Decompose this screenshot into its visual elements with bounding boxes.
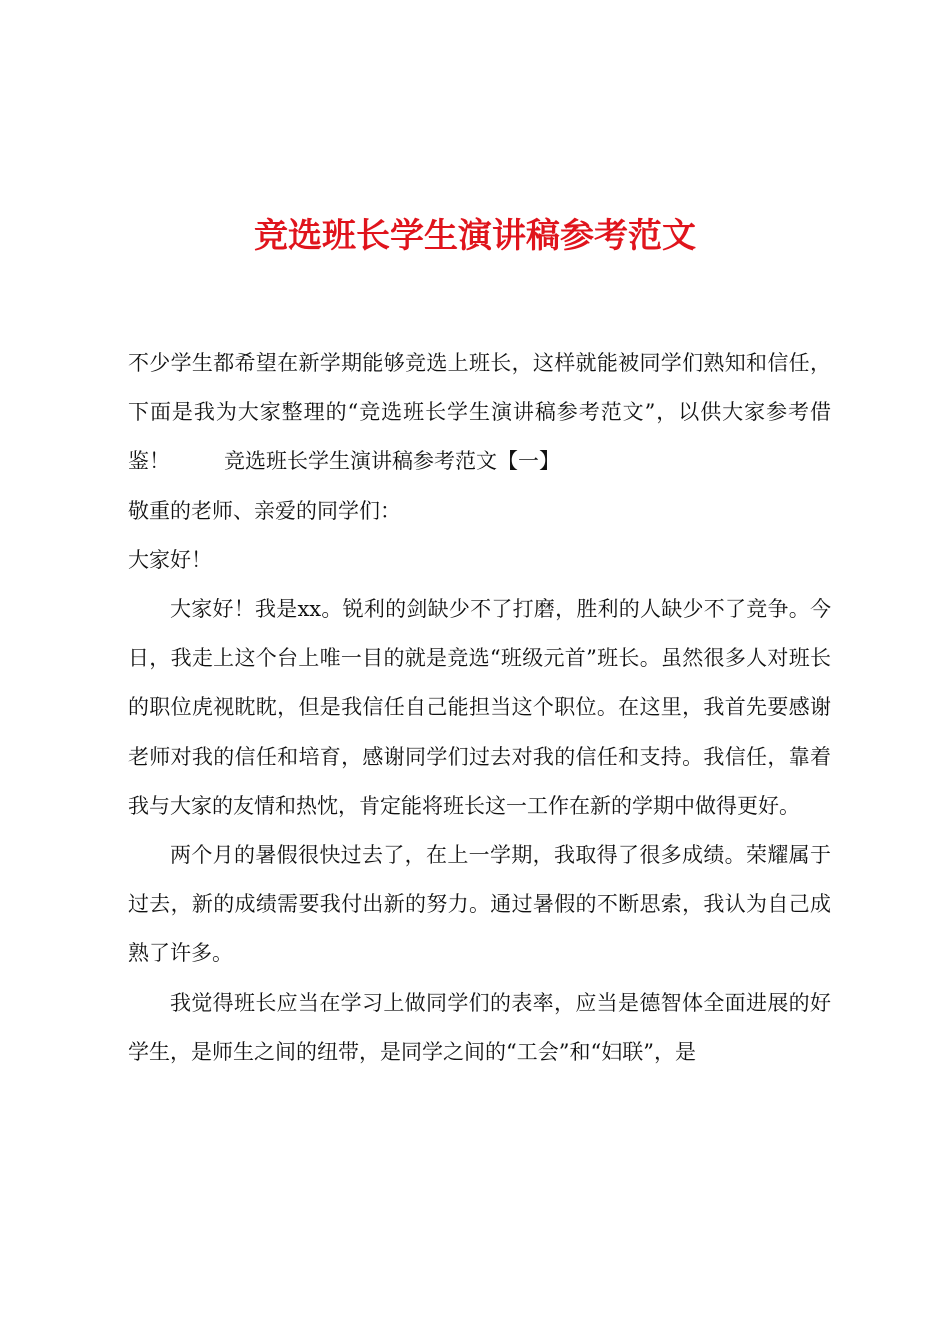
document-body	[128, 339, 831, 1077]
body-paragraph-1: 大家好！我是xx。锐利的剑缺少不了打磨，胜利的人缺少不了竞争。今日，我走上这个台上唯一目的就是竞选“班级元首”班长。虽然很多人对班长的职位虎视眈眈，但是我信任自己能担当这个职位。在这里，我首先要感谢老师对我的信任和培育，感谢同学们过去对我的信任和支持。我信任，靠着我与大家的友情和热忱，肯定能将班长这一工作在新的学期中做得更好。	[128, 597, 831, 818]
body-paragraph-2: 两个月的暑假很快过去了，在上一学期，我取得了很多成绩。荣耀属于过去，新的成绩需要我付出新的努力。通过暑假的不断思索，我认为自己成熟了许多。	[128, 843, 831, 966]
section-heading: 竞选班长学生演讲稿参考范文【一】	[224, 449, 560, 474]
intro-paragraph	[128, 339, 831, 487]
document-title: 竞选班长学生演讲稿参考范文	[254, 216, 696, 256]
salutation: 敬重的老师、亲爱的同学们：	[128, 498, 401, 523]
greeting: 大家好！	[128, 547, 212, 572]
body-paragraph-3: 我觉得班长应当在学习上做同学们的表率，应当是德智体全面进展的好学生，是师生之间的纽带，是同学之间的“工会”和“妇联”，是	[128, 990, 831, 1064]
intro-text: 不少学生都希望在新学期能够竞选上班长，这样就能被同学们熟知和信任，下面是我为大家整理的“竞选班长学生演讲稿参考范文”，以供大家参考借鉴！	[128, 351, 831, 474]
